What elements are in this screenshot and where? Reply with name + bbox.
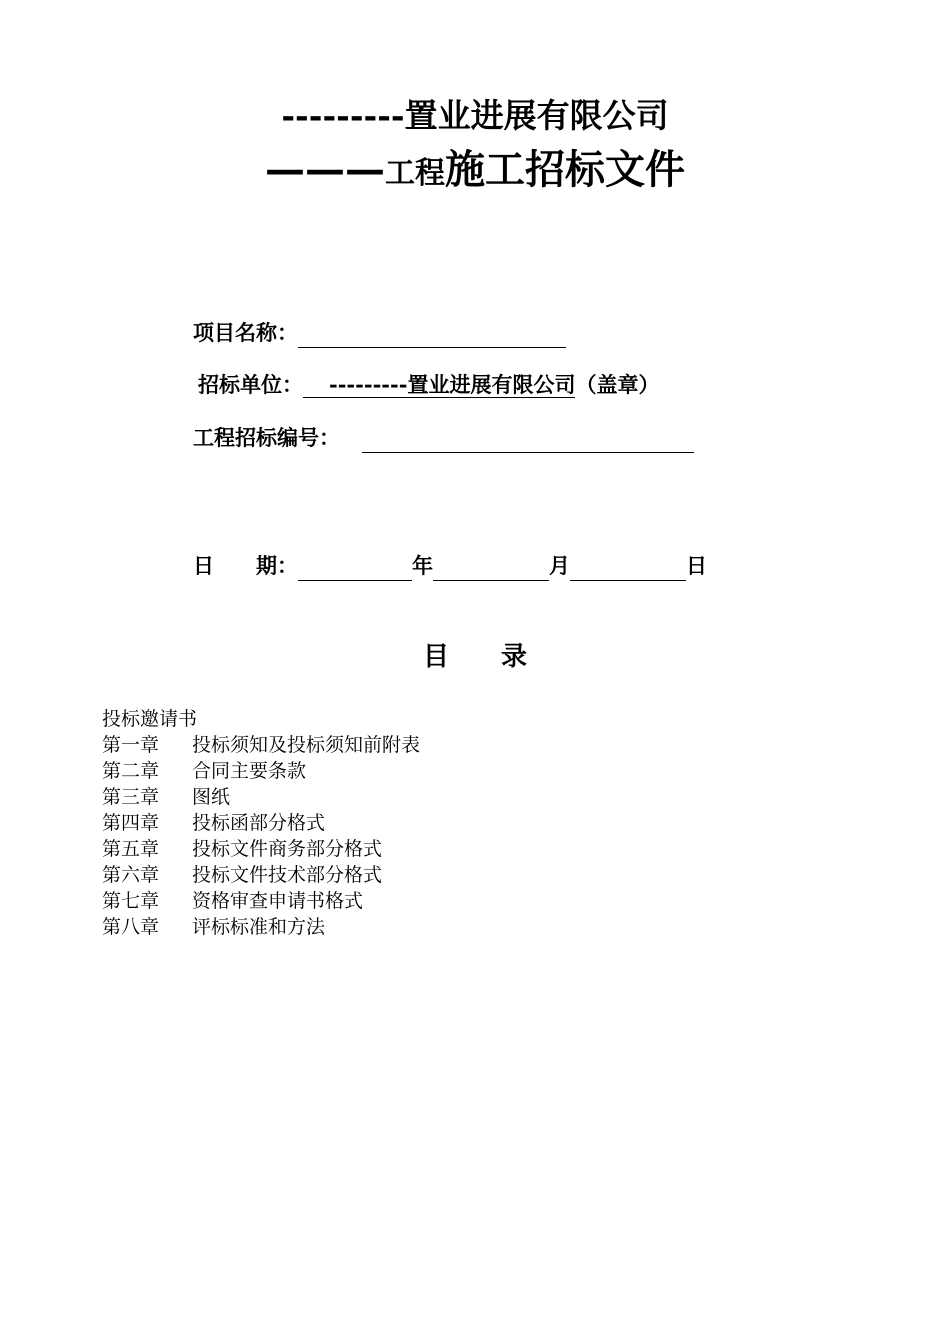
toc-item: [102, 862, 420, 888]
toc-chapter: 第三章: [102, 786, 160, 808]
tender-number-field[interactable]: [362, 426, 694, 453]
title-doc-name: 施工招标文件: [445, 146, 685, 193]
toc-chapter-title: 合同主要条款: [192, 760, 307, 782]
date-label: 日 期：: [193, 553, 298, 578]
toc-chapter: 第七章: [102, 890, 160, 912]
tender-unit-value: ---------置业进展有限公司: [303, 372, 575, 398]
date-day-field[interactable]: [570, 554, 686, 581]
title-dash-prefix: ———: [265, 146, 385, 193]
toc-item: [102, 758, 420, 784]
toc-item: [102, 914, 420, 940]
toc-item: [102, 810, 420, 836]
document-title-main: [0, 144, 950, 200]
date-year-unit: 年: [412, 553, 433, 578]
toc-chapter-title: 资格审查申请书格式: [192, 890, 364, 912]
toc-chapter: 第四章: [102, 812, 160, 834]
toc-chapter-title: 评标标准和方法: [192, 916, 326, 938]
date-day-unit: 日: [686, 553, 707, 578]
date-row: [193, 551, 707, 581]
toc-chapter: 第一章: [102, 734, 160, 756]
toc-chapter-title: 投标文件商务部分格式: [192, 838, 383, 860]
toc-chapter: 第八章: [102, 916, 160, 938]
toc-chapter-title: 投标函部分格式: [192, 812, 326, 834]
date-month-field[interactable]: [433, 554, 549, 581]
toc-chapter-title: 投标须知及投标须知前附表: [192, 734, 421, 756]
toc-chapter-title: 投标文件技术部分格式: [192, 864, 383, 886]
tender-number-row: [193, 423, 694, 453]
toc-chapter-title: 图纸: [192, 786, 231, 808]
toc-item: [102, 888, 420, 914]
tender-unit-label: 招标单位：: [198, 372, 303, 397]
table-of-contents: [102, 706, 420, 940]
toc-item: [102, 732, 420, 758]
toc-chapter: 第六章: [102, 864, 160, 886]
tender-unit-row: [198, 370, 659, 400]
toc-item: [102, 784, 420, 810]
project-name-label: 项目名称：: [193, 320, 298, 345]
date-year-field[interactable]: [298, 554, 412, 581]
project-name-field[interactable]: [298, 321, 566, 348]
document-title-company: ---------置业进展有限公司: [281, 96, 669, 135]
tender-unit-seal-note: （盖章）: [575, 372, 660, 397]
toc-title: 目 录: [422, 642, 527, 672]
toc-chapter: 投标邀请书: [102, 708, 198, 730]
toc-chapter: 第二章: [102, 760, 160, 782]
title-engineering: 工程: [385, 156, 445, 191]
toc-item: [102, 836, 420, 862]
toc-item: [102, 706, 420, 732]
toc-chapter: 第五章: [102, 838, 160, 860]
date-month-unit: 月: [549, 553, 570, 578]
project-name-row: [193, 318, 566, 348]
tender-number-label: 工程招标编号：: [193, 425, 340, 450]
